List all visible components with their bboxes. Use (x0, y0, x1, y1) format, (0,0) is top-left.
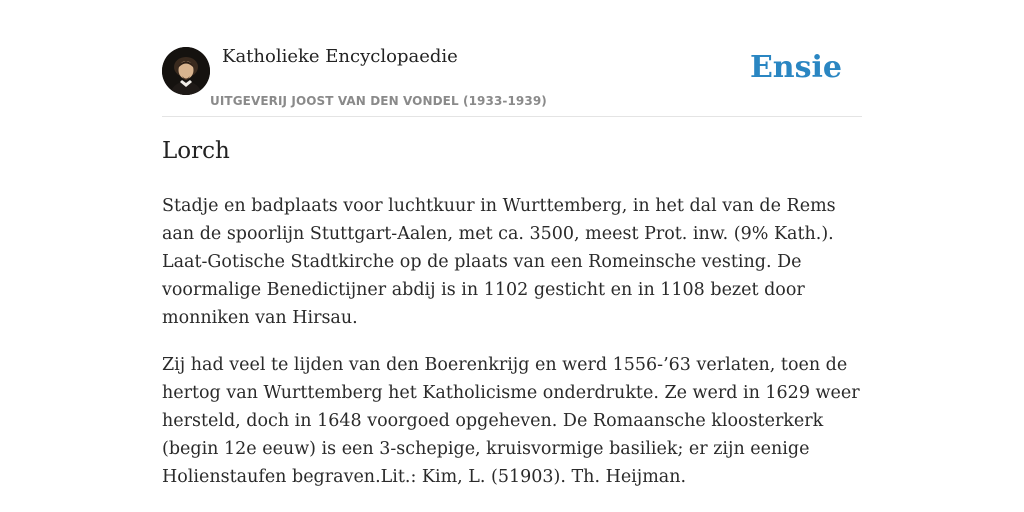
article-paragraph: Stadje en badplaats voor luchtkuur in Wurttemberg, in het dal van de Rems aan de spoorlijn Stuttgart-Aalen, met ca. 3500, meest Prot. inw. (9% Kath.). Laat-Gotische Stadtkirche op de plaats van een Romeinsche vesting. De voormalige Benedictijner abdij is in 1102 gesticht en in 1108 bezet door monniken van Hirsau. (162, 196, 836, 328)
brand-logo[interactable]: Ensie (749, 50, 842, 85)
article-title: Lorch (162, 138, 230, 164)
site-header (162, 40, 862, 117)
site-title[interactable]: Katholieke Encyclopaedie (222, 46, 458, 67)
publisher-label: UITGEVERIJ JOOST VAN DEN VONDEL (1933-1939) (210, 94, 547, 108)
article-body (162, 192, 864, 510)
article-paragraph: Zij had veel te lijden van den Boerenkrijg en werd 1556-’63 verlaten, toen de hertog van Wurttemberg het Katholicisme onderdrukte. Ze werd in 1629 weer hersteld, doch in 1648 voorgoed opgeheven. De Romaansche kloosterkerk (begin 12e eeuw) is een 3-schepige, kruisvormige basiliek; er zijn eenige Holienstaufen begraven.Lit.: Kim, L. (51903). Th. Heijman. (162, 355, 860, 487)
portrait-icon (162, 47, 210, 95)
portrait-avatar[interactable] (162, 47, 210, 95)
